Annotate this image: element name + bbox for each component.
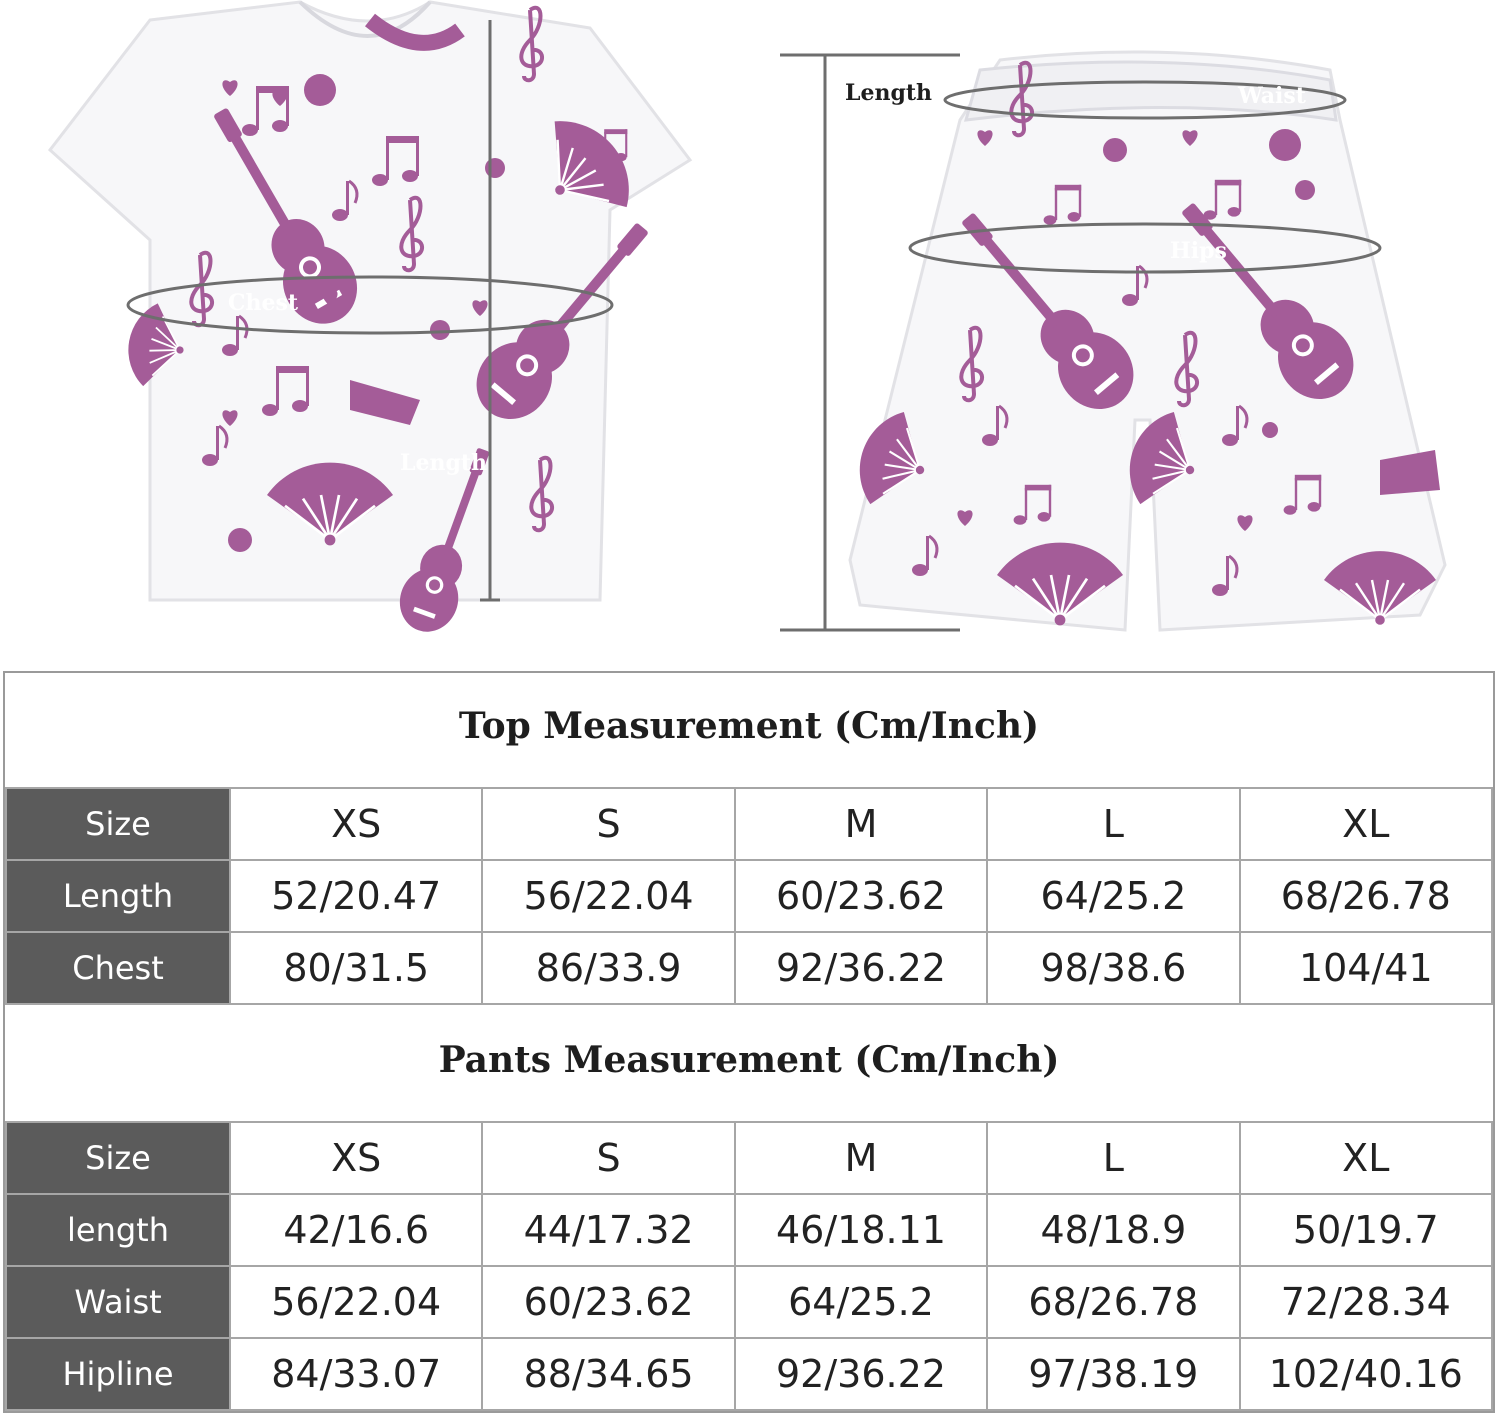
table-cell: L [987, 788, 1239, 860]
row-header: Chest [6, 932, 230, 1004]
table-cell: 86/33.9 [482, 932, 734, 1004]
table-cell: XS [230, 788, 482, 860]
shorts-illustration [780, 52, 1445, 630]
row-header: length [6, 1194, 230, 1266]
table-cell: 60/23.62 [735, 860, 987, 932]
shorts-waist-label: Waist [1238, 83, 1306, 109]
table-cell: 52/20.47 [230, 860, 482, 932]
table-cell: 42/16.6 [230, 1194, 482, 1266]
table-cell: L [987, 1122, 1239, 1194]
table-cell: 68/26.78 [987, 1266, 1239, 1338]
table-cell: S [482, 788, 734, 860]
table-cell: S [482, 1122, 734, 1194]
table-cell: 72/28.34 [1240, 1266, 1492, 1338]
row-header: Size [6, 788, 230, 860]
table-row [6, 1266, 1492, 1338]
table-cell: 88/34.65 [482, 1338, 734, 1410]
table-cell: 56/22.04 [230, 1266, 482, 1338]
garment-illustration [0, 0, 1500, 660]
table-cell: M [735, 788, 987, 860]
row-header: Hipline [6, 1338, 230, 1410]
table-cell: 92/36.22 [735, 1338, 987, 1410]
table-cell: 104/41 [1240, 932, 1492, 1004]
table-cell: 84/33.07 [230, 1338, 482, 1410]
table-cell: 44/17.32 [482, 1194, 734, 1266]
row-header: Waist [6, 1266, 230, 1338]
table-cell: 60/23.62 [482, 1266, 734, 1338]
table-cell: 92/36.22 [735, 932, 987, 1004]
table-cell: 64/25.2 [987, 860, 1239, 932]
table-cell: M [735, 1122, 987, 1194]
table-row [6, 1194, 1492, 1266]
top-measurement-title: Top Measurement (Cm/Inch) [458, 705, 1040, 747]
size-chart [3, 671, 1495, 1413]
row-header: Size [6, 1122, 230, 1194]
table-cell: 102/40.16 [1240, 1338, 1492, 1410]
table-cell: 48/18.9 [987, 1194, 1239, 1266]
table-cell: 98/38.6 [987, 932, 1239, 1004]
top-measurement-table [5, 787, 1493, 1005]
table-row [6, 1122, 1492, 1194]
table-row [6, 1338, 1492, 1410]
shorts-hips-label: Hips [1170, 238, 1227, 264]
table-row [6, 932, 1492, 1004]
tshirt-length-label: Length [400, 450, 488, 476]
table-cell: XL [1240, 788, 1492, 860]
table-cell: XS [230, 1122, 482, 1194]
table-row [6, 860, 1492, 932]
table-cell: 56/22.04 [482, 860, 734, 932]
tshirt-chest-label: Chest [228, 290, 299, 316]
shorts-length-label: Length [845, 80, 933, 106]
pants-measurement-title: Pants Measurement (Cm/Inch) [438, 1039, 1060, 1081]
tshirt-illustration [50, 2, 690, 640]
table-cell: 64/25.2 [735, 1266, 987, 1338]
pants-measurement-table [5, 1121, 1493, 1411]
row-header: Length [6, 860, 230, 932]
table-cell: 97/38.19 [987, 1338, 1239, 1410]
table-cell: 46/18.11 [735, 1194, 987, 1266]
table-row [6, 788, 1492, 860]
table-cell: 68/26.78 [1240, 860, 1492, 932]
table-cell: 80/31.5 [230, 932, 482, 1004]
table-cell: XL [1240, 1122, 1492, 1194]
table-cell: 50/19.7 [1240, 1194, 1492, 1266]
